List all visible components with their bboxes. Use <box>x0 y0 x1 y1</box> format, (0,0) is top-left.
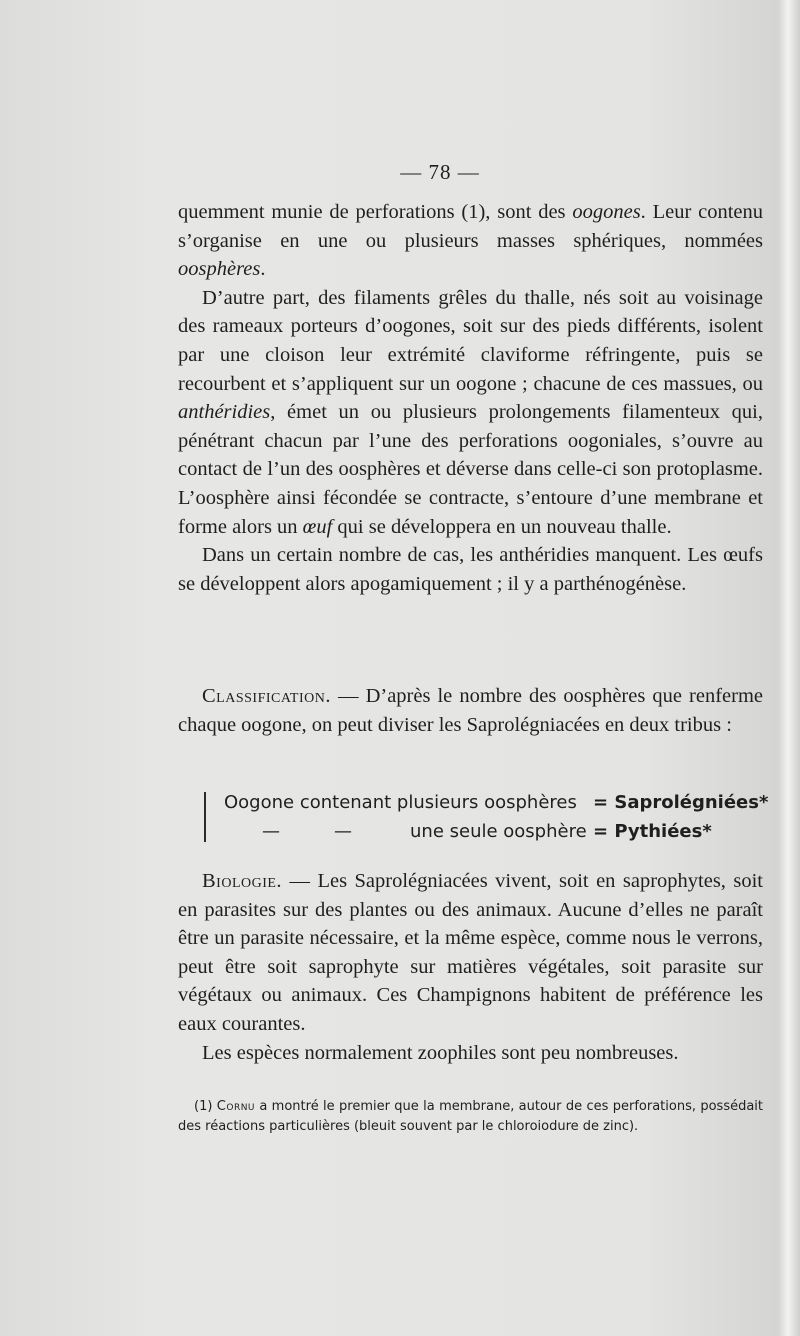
section-heading-biologie: Biologie. <box>202 870 283 892</box>
p1-text-a: quemment munie de perforations (1), sont des <box>178 201 573 223</box>
paragraph-3: Dans un certain nombre de cas, les anthéridies manquent. Les œufs se développent alors apogamiquement ; il y a parthénogénèse. <box>178 544 763 595</box>
term-antheridies: anthéridies <box>178 401 271 424</box>
p2-text-a: D’autre part, des filaments grêles du thalle, nés soit au voisinage des rameaux porteurs d’oogones, soit sur des pieds différents, isolent par une cloison leur extrémité claviforme réfringente, puis se recourbent et s’appliquent sur un oogone ; chacune de ces massues, ou <box>178 286 763 395</box>
p1-text-c: . Leur contenu s’organise en une ou plusieurs masses sphériques, nommées <box>178 201 763 252</box>
body-text-classification <box>178 682 763 739</box>
paragraph-5 <box>178 867 763 1039</box>
row2-ditto-dash-2: — <box>334 821 352 842</box>
paragraph-6: Les espèces normalement zoophiles sont peu nombreuses. <box>202 1041 679 1064</box>
footnote-author: Cornu <box>216 1099 256 1114</box>
term-oogones: oogones <box>572 201 641 223</box>
classification-table <box>200 788 780 846</box>
p5-text: — Les Saprolégniacées vivent, soit en saprophytes, soit en parasites sur des plantes ou des animaux. Aucune d’elles ne paraît être un parasite nécessaire, et la même espèce, comme nous le verrons, peut être soit saprophyte sur matières végétales, soit parasite sur végétaux ou animaux. Ces Champignons habitent de préférence les eaux courantes. <box>178 870 763 1035</box>
classification-row-2 <box>200 817 780 846</box>
term-oospheres: oosphères <box>178 258 261 281</box>
footnote <box>178 1097 763 1137</box>
paragraph-1 <box>178 198 763 284</box>
paragraph-4 <box>178 682 763 739</box>
section-heading-classification: Classification. <box>202 685 331 707</box>
row1-description: Oogone contenant plusieurs oosphères <box>224 792 577 813</box>
row2-description: une seule oosphère <box>410 821 587 842</box>
term-oeuf: œuf <box>302 515 333 538</box>
row1-tribe: = Saprolégniées* <box>593 792 769 813</box>
footnote-text: a montré le premier que la membrane, autour de ces perforations, possédait des réactions particulières (bleuit souvent par le chloroiodure de zinc). <box>178 1099 764 1134</box>
p2-text-e: qui se développera en un nouveau thalle. <box>332 515 672 538</box>
p4-text: — D’après le nombre des oosphères que renferme chaque oogone, on peut diviser les Saprolégniacées en deux tribus : <box>178 685 763 736</box>
classification-row-1 <box>200 788 780 817</box>
page-number: — 78 — <box>400 160 480 184</box>
row2-tribe: = Pythiées* <box>593 821 712 842</box>
page-edge-shadow <box>778 0 800 1336</box>
paragraph-2 <box>178 284 763 541</box>
p2-text-c: , émet un ou plusieurs prolongements filamenteux qui, pénétrant chacun par l’une des perforations oogoniales, s’ouvre au contact de l’un des oosphères et déverse dans celle-ci son protoplasme. L’oosphère ainsi fécondée se contracte, s’entoure d’une membrane et forme alors un <box>178 401 763 538</box>
footnote-1 <box>178 1097 763 1137</box>
body-text-upper <box>178 198 763 598</box>
p1-text-e: . <box>260 258 266 281</box>
footnote-marker: (1) <box>194 1099 217 1114</box>
body-text-lower <box>178 867 763 1067</box>
row2-ditto-dash-1: — <box>262 821 280 842</box>
